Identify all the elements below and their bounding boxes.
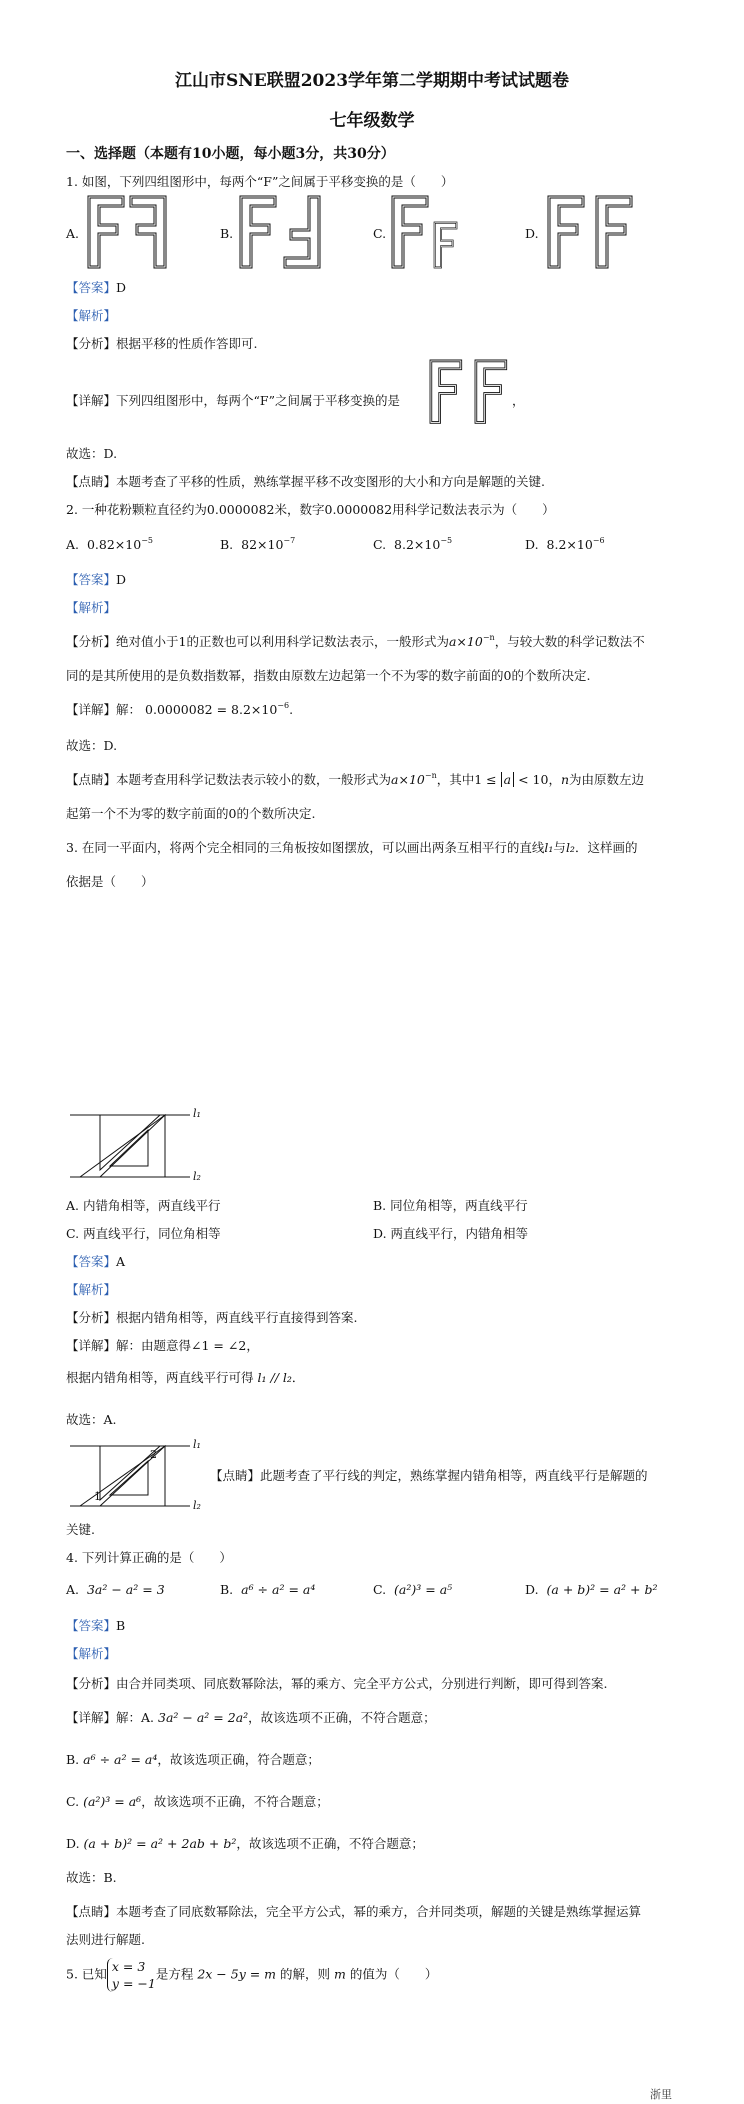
q5-stem: 5. 已知 x = 3 y = −1是方程 2x − 5y = m 的解，则 m 的值为（ ） (66, 1959, 438, 1991)
q2-conclusion: 故选：D. (66, 738, 118, 753)
page-subtitle: 七年级数学 (329, 111, 415, 131)
q2-option-b: B. $82\times 10^{-7}$ (220, 536, 296, 552)
q1-analysis-tag: 【解析】 (66, 308, 117, 323)
q2-analysis-tag: 【解析】 (66, 600, 117, 615)
q5-equation-system: x = 3 y = −1 (107, 1958, 156, 1992)
q2-fenxi-line1: 【分析】绝对值小于1的正数也可以利用科学记数法表示，一般形式为$a\times 10^{-n}$，与较大数的科学记数法不 (66, 633, 645, 649)
q4-xiangjie-a: 【详解】解：A. 3a² − a² = 2a²，故该选项不正确，不符合题意； (66, 1710, 436, 1725)
q3-xiangjie: 【详解】解：由题意得∠1 = ∠2， (66, 1338, 259, 1353)
q1-answer: 【答案】D (66, 280, 127, 295)
q3-figure-label-l2: l₂ (193, 1170, 201, 1183)
q2-fenxi-line2: 同的是其所使用的是负数指数幂，指数由原数左边起第一个不为零的数字前面的0的个数所决定. (66, 668, 591, 683)
q3-explain-label-l1: l₁ (193, 1438, 201, 1451)
q3-option-a: A. 内错角相等，两直线平行 (66, 1198, 221, 1213)
q3-angle-1-label: 1 (94, 1490, 101, 1503)
q1-dianjing: 【点睛】本题考查了平移的性质，熟练掌握平移不改变图形的大小和方向是解题的关键. (66, 474, 545, 489)
q3-fenxi: 【分析】根据内错角相等，两直线平行直接得到答案. (66, 1310, 358, 1325)
q1-xiangjie-end: ， (512, 393, 525, 408)
footer-text: 浙里 (650, 2088, 672, 2101)
q4-option-b: B. a⁶ ÷ a² = a⁴ (220, 1582, 316, 1597)
q1-stem: 1. 如图，下列四组图形中，每两个“F”之间属于平移变换的是（ ） (66, 174, 454, 189)
q3-option-c: C. 两直线平行，同位角相等 (66, 1226, 221, 1241)
q2-option-d: D. $8.2\times 10^{-6}$ (525, 536, 605, 552)
q3-dianjing-line2: 关键. (66, 1522, 95, 1537)
q3-figure-label-l1: l₁ (193, 1107, 201, 1120)
q4-dianjing: 【点睛】本题考查了同底数幂除法，完全平方公式，幂的乘方，合并同类项，解题的关键是熟练掌握运算 (66, 1904, 642, 1919)
q2-dianjing-line1: 【点睛】本题考查用科学记数法表示较小的数，一般形式为$a\times 10^{-n}$，其中1 ≤ a < 10，n为由原数左边 (66, 771, 645, 787)
q3-conclusion: 故选：A. (66, 1412, 117, 1427)
section-heading: 一、选择题（本题有10小题，每小题3分，共30分） (66, 146, 395, 162)
q2-stem: 2. 一种花粉颗粒直径约为0.0000082米，数字0.0000082用科学记数法表示为（ ） (66, 502, 555, 517)
q3-xiangjie-line2: 根据内错角相等，两直线平行可得 l₁ // l₂． (66, 1370, 305, 1385)
q1-option-a-label: A. (66, 226, 80, 241)
q4-option-c: C. (a²)³ = a⁵ (373, 1582, 453, 1597)
q3-stem-line2: 依据是（ ） (66, 874, 154, 889)
q2-dianjing-line2: 起第一个不为零的数字前面的0的个数所决定. (66, 806, 316, 821)
q3-option-b: B. 同位角相等，两直线平行 (373, 1198, 528, 1213)
q1-option-c-label: C. (373, 226, 387, 241)
q3-explain-label-l2: l₂ (193, 1499, 201, 1512)
page-title: 江山市SNE联盟2023学年第二学期期中考试试题卷 (174, 71, 570, 91)
q4-fenxi: 【分析】由合并同类项、同底数幂除法，幂的乘方、完全平方公式，分别进行判断，即可得到答案. (66, 1676, 608, 1691)
q1-xiangjie: 【详解】下列四组图形中，每两个“F”之间属于平移变换的是 (66, 393, 400, 408)
q1-option-b-label: B. (220, 226, 234, 241)
q4-xiangjie-c: C. (a²)³ = a⁶，故该选项不正确，不符合题意； (66, 1794, 329, 1809)
q3-analysis-tag: 【解析】 (66, 1282, 117, 1297)
q2-option-a: A. $0.82\times 10^{-5}$ (66, 536, 153, 552)
q2-xiangjie: 【详解】解： $0.0000082 = 8.2\times 10^{-6}$. (66, 701, 294, 717)
q4-analysis-tag: 【解析】 (66, 1646, 117, 1661)
q3-answer: 【答案】A (66, 1254, 126, 1269)
q1-conclusion: 故选：D. (66, 446, 118, 461)
q4-xiangjie-b: B. a⁶ ÷ a² = a⁴，故该选项正确，符合题意； (66, 1752, 320, 1767)
q3-option-d: D. 两直线平行，内错角相等 (373, 1226, 529, 1241)
q3-angle-2-label: 2 (150, 1448, 157, 1461)
q4-option-a: A. 3a² − a² = 3 (66, 1582, 165, 1597)
q1-option-d-label: D. (525, 226, 539, 241)
q4-answer: 【答案】B (66, 1618, 126, 1633)
q2-answer: 【答案】D (66, 572, 127, 587)
q3-dianjing: 【点睛】此题考查了平行线的判定，熟练掌握内错角相等，两直线平行是解题的 (210, 1468, 648, 1483)
q4-option-d: D. (a + b)² = a² + b² (525, 1582, 658, 1597)
q2-option-c: C. $8.2\times 10^{-5}$ (373, 536, 453, 552)
q4-stem: 4. 下列计算正确的是（ ） (66, 1550, 232, 1565)
q4-conclusion: 故选：B. (66, 1870, 117, 1885)
q4-dianjing-line2: 法则进行解题. (66, 1932, 145, 1947)
q4-xiangjie-d: D. (a + b)² = a² + 2ab + b²，故该选项不正确，不符合题意； (66, 1836, 424, 1851)
q3-stem-line1: 3. 在同一平面内，将两个完全相同的三角板按如图摆放，可以画出两条互相平行的直线l₁与l₂．这样画的 (66, 840, 638, 855)
q1-fenxi: 【分析】根据平移的性质作答即可. (66, 336, 258, 351)
